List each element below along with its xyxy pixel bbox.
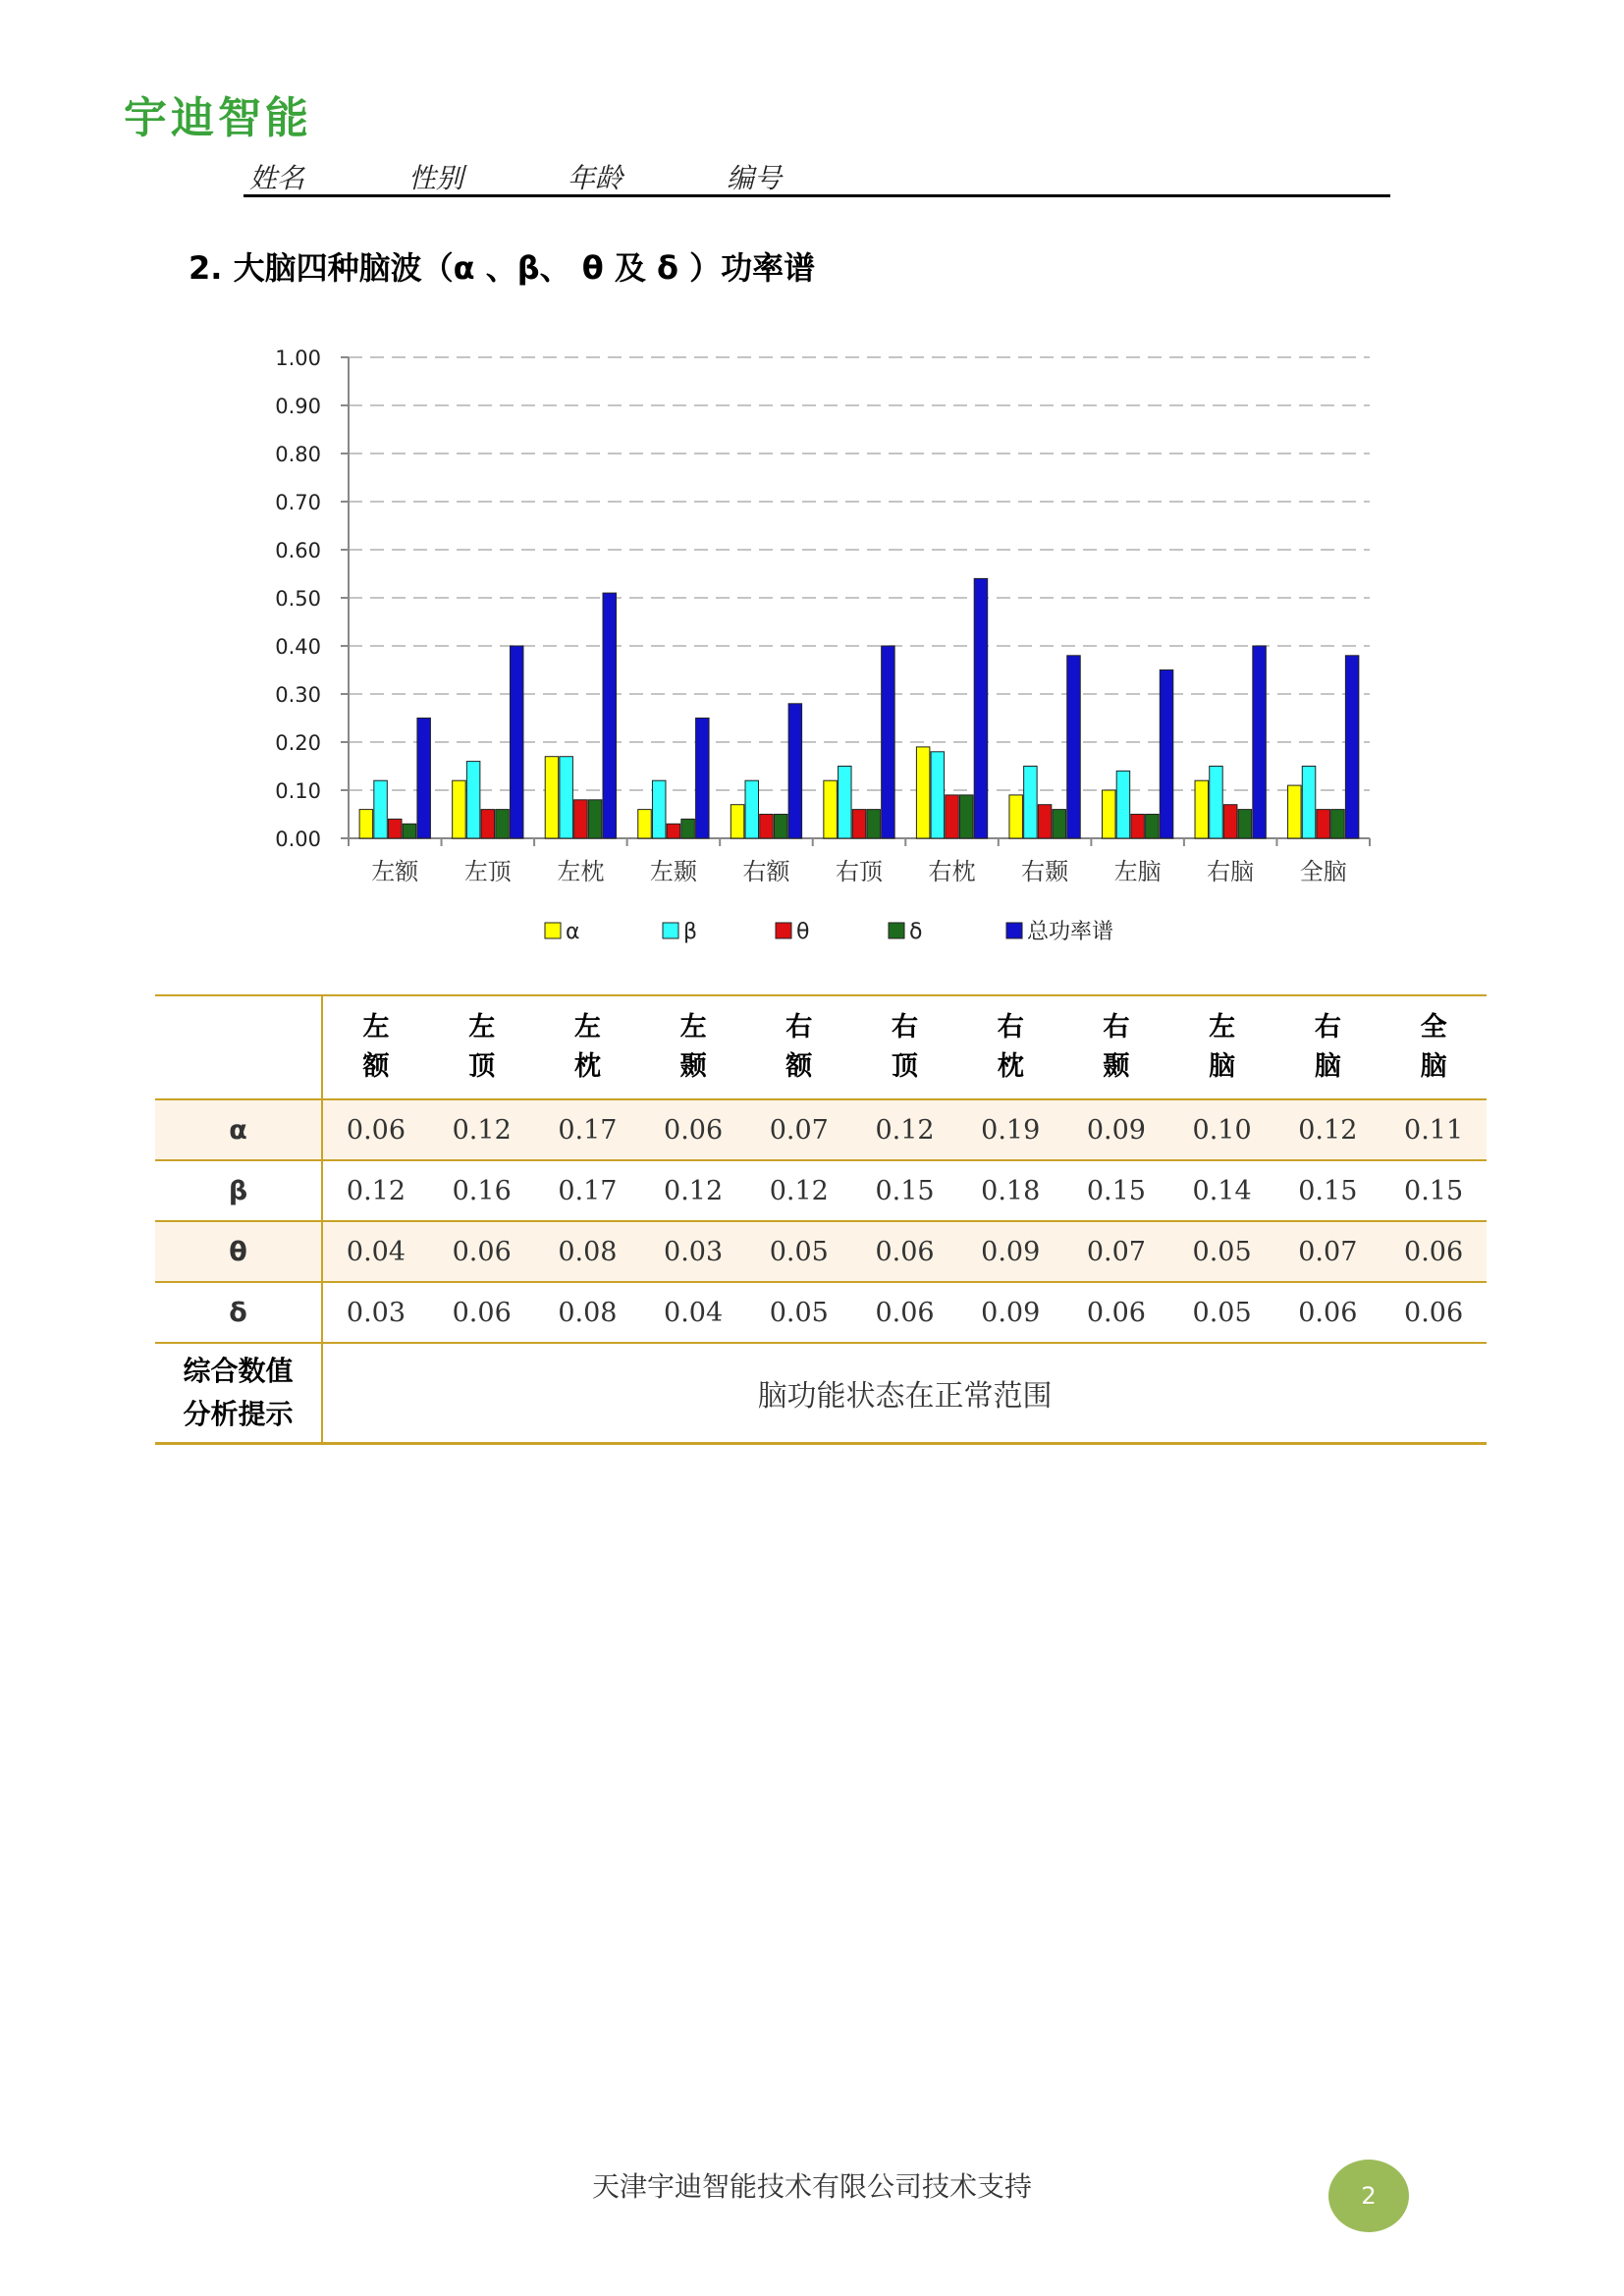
table-cell: 0.03 (640, 1221, 746, 1282)
summary-text: 脑功能状态在正常范围 (322, 1343, 1487, 1444)
patient-info-row (244, 157, 1390, 197)
x-tick-label: 左额 (371, 858, 419, 885)
column-header-line: 颞 (1103, 1051, 1130, 1082)
column-header-line: 左 (468, 1012, 496, 1042)
table-cell: 0.06 (429, 1282, 535, 1343)
table-cell: 0.06 (1380, 1282, 1487, 1343)
column-header-line: 枕 (573, 1051, 601, 1082)
bar (1038, 805, 1052, 838)
legend-label: β (683, 920, 698, 944)
bar (588, 800, 602, 838)
row-header: δ (155, 1282, 322, 1343)
name-field-label: 姓名 (249, 162, 305, 194)
age-field-label: 年龄 (568, 162, 623, 194)
bar (1210, 767, 1223, 839)
bar (1345, 656, 1359, 838)
bar (1146, 815, 1160, 839)
y-tick-label: 0.80 (275, 443, 321, 466)
bar (916, 747, 930, 838)
bar (824, 780, 838, 838)
summary-label (155, 1343, 322, 1444)
bar (774, 815, 787, 839)
id-field-label: 编号 (727, 162, 783, 194)
table-cell: 0.10 (1169, 1099, 1275, 1160)
x-tick-label: 左颞 (649, 858, 697, 885)
column-header-line: 左 (362, 1012, 390, 1042)
table-cell: 0.06 (852, 1282, 958, 1343)
column-header (322, 995, 429, 1099)
table-row (155, 1099, 1487, 1160)
column-header-line: 顶 (892, 1051, 918, 1082)
x-tick-label: 左枕 (557, 858, 605, 885)
bar (466, 762, 480, 838)
y-tick-label: 0.70 (275, 491, 321, 514)
bar (545, 757, 559, 838)
column-header (852, 995, 958, 1099)
bar (760, 815, 774, 839)
bar (603, 593, 617, 838)
bar (403, 824, 416, 838)
bar (1331, 810, 1345, 838)
bar (1067, 656, 1081, 838)
row-header: β (155, 1160, 322, 1221)
summary-label-line: 分析提示 (183, 1398, 294, 1430)
power-spectrum-table (155, 994, 1487, 1445)
legend-label: δ (909, 920, 923, 944)
table-cell: 0.17 (535, 1160, 641, 1221)
bar (882, 646, 895, 838)
bar (974, 578, 988, 838)
column-header (746, 995, 852, 1099)
table-cell: 0.07 (1063, 1221, 1169, 1282)
legend-label: 总功率谱 (1027, 920, 1114, 944)
bar (359, 810, 373, 838)
column-header-line: 额 (362, 1051, 390, 1082)
table-row (155, 1160, 1487, 1221)
y-tick-label: 0.20 (275, 731, 321, 755)
column-header-line: 颞 (679, 1051, 707, 1082)
table-cell: 0.07 (746, 1099, 852, 1160)
table-cell: 0.06 (322, 1099, 429, 1160)
bar (1302, 767, 1316, 839)
column-header-line: 右 (1103, 1012, 1130, 1042)
bar (1317, 810, 1330, 838)
bar (745, 780, 759, 838)
column-header (429, 995, 535, 1099)
table-cell: 0.12 (852, 1099, 958, 1160)
column-header-line: 枕 (997, 1051, 1024, 1082)
bar (931, 752, 945, 838)
bar (574, 800, 588, 838)
table-cell: 0.15 (1063, 1160, 1169, 1221)
bar (1195, 780, 1209, 838)
column-header (1380, 995, 1487, 1099)
x-tick-label: 右顶 (836, 858, 883, 885)
bar (1116, 771, 1130, 838)
table-cell: 0.05 (746, 1282, 852, 1343)
table-cell: 0.04 (640, 1282, 746, 1343)
table-cell: 0.07 (1274, 1221, 1380, 1282)
x-tick-label: 右脑 (1207, 858, 1255, 885)
legend-swatch (889, 923, 904, 938)
column-header (1063, 995, 1169, 1099)
table-cell: 0.14 (1169, 1160, 1275, 1221)
column-header-line: 右 (785, 1012, 813, 1042)
column-header (640, 995, 746, 1099)
table-row (155, 1221, 1487, 1282)
column-header-line: 脑 (1209, 1051, 1236, 1082)
bar (560, 757, 573, 838)
legend-label: θ (796, 920, 810, 944)
table-cell: 0.06 (852, 1221, 958, 1282)
table-cell: 0.08 (535, 1282, 641, 1343)
table-cell: 0.03 (322, 1282, 429, 1343)
table-cell: 0.16 (429, 1160, 535, 1221)
column-header-line: 左 (679, 1012, 707, 1042)
bar (839, 767, 852, 839)
column-header (957, 995, 1063, 1099)
bar (696, 719, 710, 839)
table-cell: 0.09 (957, 1221, 1063, 1282)
bar (946, 795, 959, 838)
table-cell: 0.12 (429, 1099, 535, 1160)
x-tick-label: 左顶 (463, 858, 512, 885)
bar (1053, 810, 1066, 838)
row-header: α (155, 1099, 322, 1160)
column-header-line: 全 (1420, 1012, 1447, 1042)
column-header-line: 脑 (1314, 1051, 1341, 1082)
bar (1024, 767, 1038, 839)
column-header-line: 额 (785, 1051, 813, 1082)
table-cell: 0.06 (429, 1221, 535, 1282)
legend-swatch (1006, 923, 1022, 938)
table-cell: 0.12 (746, 1160, 852, 1221)
bar (788, 704, 802, 838)
bar (667, 824, 680, 838)
table-cell: 0.18 (957, 1160, 1063, 1221)
bar (867, 810, 881, 838)
column-header-line: 顶 (468, 1051, 496, 1082)
bar (852, 810, 866, 838)
bar (510, 646, 523, 838)
table-cell: 0.15 (1380, 1160, 1487, 1221)
x-tick-label: 左脑 (1113, 858, 1162, 885)
x-tick-label: 右额 (742, 858, 790, 885)
y-tick-label: 1.00 (275, 347, 321, 370)
summary-row (155, 1343, 1487, 1444)
bar (481, 810, 495, 838)
bar (1253, 646, 1267, 838)
y-tick-label: 0.10 (275, 779, 321, 803)
y-tick-label: 0.40 (275, 635, 321, 659)
column-header (1169, 995, 1275, 1099)
table-cell: 0.11 (1380, 1099, 1487, 1160)
bar (959, 795, 973, 838)
gender-field-label: 性别 (408, 162, 464, 194)
x-tick-label: 右颞 (1021, 858, 1069, 885)
bar (417, 719, 431, 839)
x-tick-label: 全脑 (1299, 858, 1347, 885)
y-tick-label: 0.50 (275, 587, 321, 611)
table-cell: 0.06 (1380, 1221, 1487, 1282)
bar (1160, 670, 1173, 839)
legend-swatch (776, 923, 791, 938)
row-header: θ (155, 1221, 322, 1282)
table-cell: 0.12 (322, 1160, 429, 1221)
table-cell: 0.04 (322, 1221, 429, 1282)
bar (1288, 785, 1302, 838)
table-cell: 0.05 (1169, 1221, 1275, 1282)
table-cell: 0.09 (1063, 1099, 1169, 1160)
y-tick-label: 0.90 (275, 395, 321, 418)
table-header-row (155, 995, 1487, 1099)
table-cell: 0.06 (1274, 1282, 1380, 1343)
bar (1223, 805, 1237, 838)
column-header (1274, 995, 1380, 1099)
table-cell: 0.06 (1063, 1282, 1169, 1343)
column-header-line: 左 (573, 1012, 601, 1042)
bar (638, 810, 652, 838)
column-header-line: 脑 (1420, 1051, 1447, 1082)
bar (496, 810, 510, 838)
table-cell: 0.12 (1274, 1099, 1380, 1160)
bar (1009, 795, 1023, 838)
table-cell: 0.05 (1169, 1282, 1275, 1343)
column-header-line: 右 (892, 1012, 918, 1042)
bar (389, 819, 403, 838)
bar (453, 780, 466, 838)
table-cell: 0.12 (640, 1160, 746, 1221)
table-cell: 0.17 (535, 1099, 641, 1160)
legend-swatch (545, 923, 561, 938)
y-tick-label: 0.00 (275, 828, 321, 851)
table-cell: 0.09 (957, 1282, 1063, 1343)
column-header (535, 995, 641, 1099)
company-logo: 宇迪智能 (124, 93, 312, 143)
section-title: 2. 大脑四种脑波（α 、β、 θ 及 δ ）功率谱 (189, 249, 816, 287)
table-row (155, 1282, 1487, 1343)
page-number-badge: 2 (1328, 2160, 1409, 2232)
summary-label-line: 综合数值 (183, 1355, 294, 1387)
footer-text: 天津宇迪智能技术有限公司技术支持 (591, 2170, 1032, 2203)
bar (1131, 815, 1145, 839)
column-header-line: 右 (1314, 1012, 1341, 1042)
bar (681, 819, 695, 838)
column-header-line: 右 (997, 1012, 1024, 1042)
table-corner-cell (155, 995, 322, 1099)
power-spectrum-chart (245, 334, 1375, 962)
bar (652, 780, 666, 838)
table-cell: 0.06 (640, 1099, 746, 1160)
bar (374, 780, 388, 838)
y-tick-label: 0.60 (275, 539, 321, 562)
bar (1102, 790, 1115, 838)
table-cell: 0.19 (957, 1099, 1063, 1160)
table-cell: 0.05 (746, 1221, 852, 1282)
table-cell: 0.15 (1274, 1160, 1380, 1221)
legend-label: α (566, 920, 580, 944)
y-tick-label: 0.30 (275, 683, 321, 707)
bar (1238, 810, 1252, 838)
column-header-line: 左 (1209, 1012, 1236, 1042)
table-cell: 0.08 (535, 1221, 641, 1282)
bar (731, 805, 744, 838)
table-cell: 0.15 (852, 1160, 958, 1221)
legend-swatch (663, 923, 678, 938)
x-tick-label: 右枕 (928, 858, 976, 885)
